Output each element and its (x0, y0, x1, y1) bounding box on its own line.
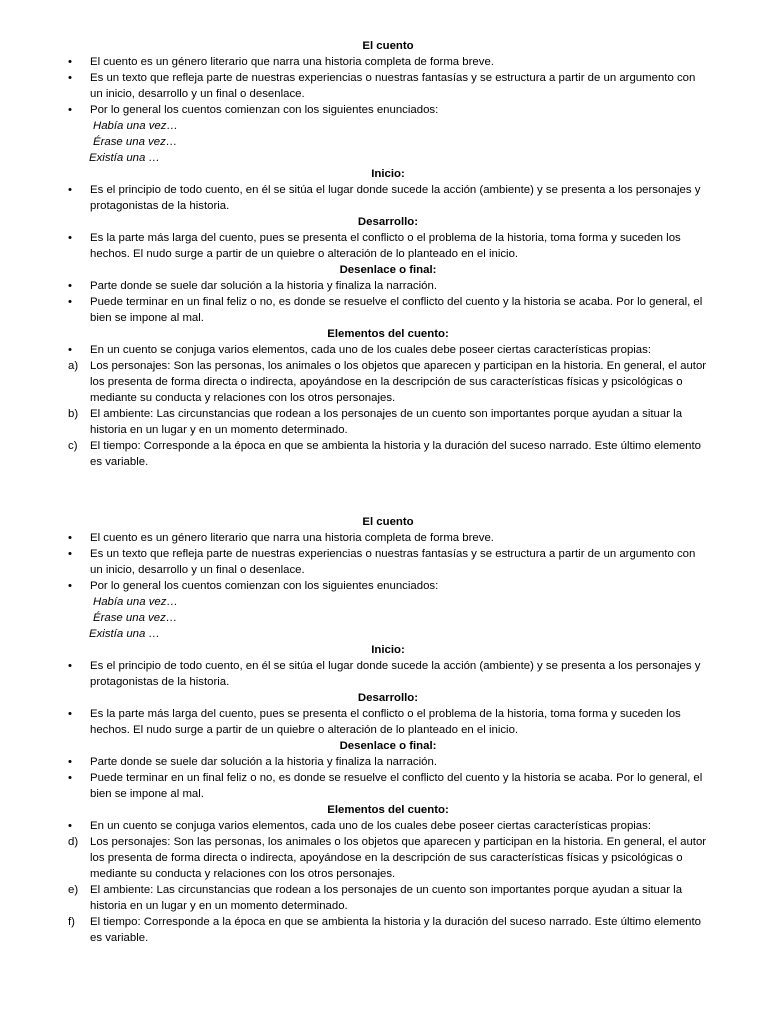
list-item: • El cuento es un género literario que narra una historia completa de forma breve. (68, 56, 494, 68)
lettered-item: e) El ambiente: Las circunstancias que rodean a los personajes de un cuento son importantes porque ayudan a situar la historia en un lugar y en un momento determinado. (68, 884, 683, 912)
subheading-inicio: Inicio: (371, 644, 405, 656)
bullet-icon: • (68, 532, 72, 544)
list-item: • Puede terminar en un final feliz o no, es donde se resuelve el conflicto del cuento y la historia se acaba. Por lo general, el bien se impone al mal. (68, 772, 703, 800)
list-item: • En un cuento se conjuga varios elementos, cada uno de los cuales debe poseer ciertas características propias: (68, 344, 651, 356)
lettered-item: b) El ambiente: Las circunstancias que rodean a los personajes de un cuento son importantes porque ayudan a situar la historia en un lugar y en un momento determinado. (68, 408, 683, 436)
bullet-icon: • (68, 772, 72, 784)
list-item: • Es un texto que refleja parte de nuestras experiencias o nuestras fantasías y se estructura a partir de un argumento con un inicio, desarrollo y un final o desenlace. (68, 72, 696, 100)
list-item: • Puede terminar en un final feliz o no, es donde se resuelve el conflicto del cuento y la historia se acaba. Por lo general, el bien se impone al mal. (68, 296, 703, 324)
document-section-1 (68, 38, 708, 470)
bullet-icon: • (68, 820, 72, 832)
bullet-icon: • (68, 548, 72, 560)
list-item: • Es la parte más larga del cuento, pues se presenta el conflicto o el problema de la historia, toma forma y suceden los hechos. El nudo surge a partir de un quiebre o alteración de lo planteado en el inicio. (68, 232, 681, 260)
list-item: • Es un texto que refleja parte de nuestras experiencias o nuestras fantasías y se estructura a partir de un argumento con un inicio, desarrollo y un final o desenlace. (68, 548, 696, 576)
subheading-inicio: Inicio: (371, 168, 405, 180)
example-phrase: Existía una … (89, 628, 160, 640)
list-item: • Parte donde se suele dar solución a la historia y finaliza la narración. (68, 756, 437, 768)
section-title: El cuento (362, 516, 414, 528)
subheading-desarrollo: Desarrollo: (357, 216, 419, 228)
list-item: • Parte donde se suele dar solución a la historia y finaliza la narración. (68, 280, 437, 292)
bullet-icon: • (68, 580, 72, 592)
example-phrase: Existía una … (89, 152, 160, 164)
subheading-desarrollo: Desarrollo: (357, 692, 419, 704)
example-phrase: Había una vez… (93, 596, 178, 608)
item-marker: c) (68, 440, 78, 452)
list-item: • Por lo general los cuentos comienzan con los siguientes enunciados: (68, 580, 439, 592)
bullet-icon: • (68, 708, 72, 720)
bullet-icon: • (68, 344, 72, 356)
bullet-icon: • (68, 232, 72, 244)
lettered-item: d) Los personajes: Son las personas, los animales o los objetos que aparecen y participan en la historia. En general, el autor los presenta de forma directa o indirecta, apoyándose en la descripción de sus características físicas y psicológicas o mediante su conducta y relaciones con los otros personajes. (68, 836, 707, 880)
example-phrase: Había una vez… (93, 120, 178, 132)
bullet-icon: • (68, 104, 72, 116)
document-section-2 (68, 514, 708, 946)
bullet-icon: • (68, 756, 72, 768)
subheading-elementos: Elementos del cuento: (327, 804, 449, 816)
item-marker: e) (68, 884, 79, 896)
subheading-elementos: Elementos del cuento: (327, 328, 449, 340)
subheading-desenlace: Desenlace o final: (339, 740, 437, 752)
item-marker: d) (68, 836, 79, 848)
item-marker: a) (68, 360, 79, 372)
item-marker: b) (68, 408, 79, 420)
lettered-item: a) Los personajes: Son las personas, los animales o los objetos que aparecen y participan en la historia. En general, el autor los presenta de forma directa o indirecta, apoyándose en la descripción de sus características físicas y psicológicas o mediante su conducta y relaciones con los otros personajes. (68, 360, 707, 404)
bullet-icon: • (68, 184, 72, 196)
lettered-item: c) El tiempo: Corresponde a la época en que se ambienta la historia y la duración del suceso narrado. Este último elemento es variable. (68, 440, 702, 468)
subheading-desenlace: Desenlace o final: (339, 264, 437, 276)
list-item: • Por lo general los cuentos comienzan con los siguientes enunciados: (68, 104, 439, 116)
bullet-icon: • (68, 660, 72, 672)
list-item: • El cuento es un género literario que narra una historia completa de forma breve. (68, 532, 494, 544)
bullet-icon: • (68, 56, 72, 68)
example-phrase: Érase una vez… (93, 136, 178, 148)
bullet-icon: • (68, 280, 72, 292)
bullet-icon: • (68, 296, 72, 308)
example-phrase: Érase una vez… (93, 612, 178, 624)
list-item: • Es la parte más larga del cuento, pues se presenta el conflicto o el problema de la historia, toma forma y suceden los hechos. El nudo surge a partir de un quiebre o alteración de lo planteado en el inicio. (68, 708, 681, 736)
lettered-item: f) El tiempo: Corresponde a la época en que se ambienta la historia y la duración del suceso narrado. Este último elemento es variable. (68, 916, 702, 944)
list-item: • En un cuento se conjuga varios elementos, cada uno de los cuales debe poseer ciertas características propias: (68, 820, 651, 832)
section-title: El cuento (362, 40, 414, 52)
bullet-icon: • (68, 72, 72, 84)
list-item: • Es el principio de todo cuento, en él se sitúa el lugar donde sucede la acción (ambiente) y se presenta a los personajes y protagonistas de la historia. (68, 184, 701, 212)
item-marker: f) (68, 916, 75, 928)
list-item: • Es el principio de todo cuento, en él se sitúa el lugar donde sucede la acción (ambiente) y se presenta a los personajes y protagonistas de la historia. (68, 660, 701, 688)
